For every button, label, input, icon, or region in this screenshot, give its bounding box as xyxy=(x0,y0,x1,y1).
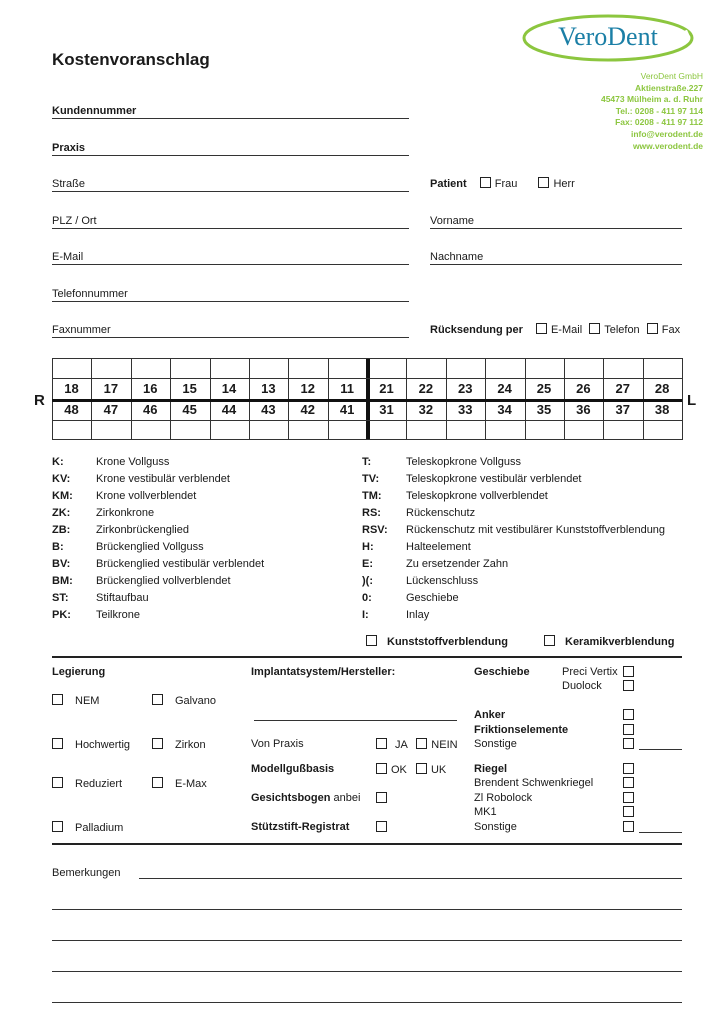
zirkon-checkbox[interactable] xyxy=(152,738,163,749)
vorname-field[interactable] xyxy=(430,214,682,229)
email-label: E-Mail xyxy=(52,251,84,263)
kunststoff-label: Kunststoffverblendung xyxy=(387,636,508,648)
kunststoff-option[interactable] xyxy=(366,635,508,649)
nem-option[interactable] xyxy=(52,694,99,708)
kundennummer-label: Kundennummer xyxy=(52,105,137,117)
mk1-label: MK1 xyxy=(474,806,497,818)
legend-text: Zirkonbrückenglied xyxy=(96,524,189,536)
company-city: 45473 Mülheim a. d. Ruhr xyxy=(600,94,703,105)
tooth-17[interactable]: 17 xyxy=(103,381,119,396)
tooth-38[interactable]: 38 xyxy=(654,402,670,417)
reduziert-label: Reduziert xyxy=(75,778,123,790)
vorname-label: Vorname xyxy=(430,215,475,227)
legend-text: Zirkonkrone xyxy=(96,507,155,519)
tooth-15[interactable]: 15 xyxy=(182,381,197,396)
nein-option[interactable] xyxy=(416,739,457,751)
legend-code: K: xyxy=(52,456,64,468)
legend-text: Krone Vollguss xyxy=(96,456,170,468)
praxis-field[interactable] xyxy=(52,141,409,156)
grid-vline xyxy=(682,358,683,440)
tooth-11[interactable]: 11 xyxy=(340,381,354,396)
tooth-43[interactable]: 43 xyxy=(261,402,276,417)
legend-code: BV: xyxy=(52,558,71,570)
tooth-34[interactable]: 34 xyxy=(497,402,512,417)
legend-code: 0: xyxy=(362,592,372,604)
tooth-42[interactable]: 42 xyxy=(300,402,315,417)
verodent-logo xyxy=(522,12,694,64)
frau-label: Frau xyxy=(494,178,518,190)
ruecksendung-telefon-label: Telefon xyxy=(604,324,640,336)
side-left-label: L xyxy=(687,392,697,409)
faxnummer-label: Faxnummer xyxy=(52,324,111,336)
grid-hline xyxy=(52,439,682,440)
tooth-23[interactable]: 23 xyxy=(458,381,473,396)
geschiebe-label: Geschiebe xyxy=(474,666,530,678)
bemerkungen-line-3[interactable] xyxy=(52,940,682,941)
legend-text: Inlay xyxy=(406,609,430,621)
riegel-label: Riegel xyxy=(474,763,508,775)
legend-code: B: xyxy=(52,541,64,553)
tooth-21[interactable]: 21 xyxy=(379,381,394,396)
keramik-option[interactable] xyxy=(544,635,674,649)
galvano-option[interactable] xyxy=(152,694,216,708)
modellguss-options xyxy=(376,763,446,777)
ruecksendung-email-checkbox[interactable] xyxy=(536,323,547,334)
hochwertig-option[interactable] xyxy=(52,738,130,752)
tooth-46[interactable]: 46 xyxy=(143,402,158,417)
herr-checkbox[interactable] xyxy=(538,177,549,188)
legend-text: Brückenglied vollverblendet xyxy=(96,575,231,587)
company-name: VeroDent GmbH xyxy=(640,71,703,81)
section-divider-top xyxy=(52,656,682,658)
legend-code: E: xyxy=(362,558,373,570)
legend-text: Teleskopkrone Vollguss xyxy=(406,456,521,468)
hochwertig-label: Hochwertig xyxy=(75,739,131,751)
page-title: Kostenvoranschlag xyxy=(52,50,210,69)
gesichtsbogen-checkbox[interactable] xyxy=(376,792,387,803)
tooth-31[interactable]: 31 xyxy=(379,402,394,417)
frau-checkbox[interactable] xyxy=(480,177,491,188)
palladium-option[interactable] xyxy=(52,821,123,835)
galvano-checkbox[interactable] xyxy=(152,694,163,705)
legend-text: Rückenschutz xyxy=(406,507,476,519)
legend-text: Brückenglied vestibulär verblendet xyxy=(96,558,265,570)
duolock-checkbox[interactable] xyxy=(623,680,638,694)
tooth-22[interactable]: 22 xyxy=(418,381,434,396)
tooth-24[interactable]: 24 xyxy=(497,381,512,396)
ruecksendung-telefon-option[interactable] xyxy=(589,324,639,336)
legend-code: )(: xyxy=(362,575,373,587)
ok-checkbox[interactable] xyxy=(376,763,387,774)
bemerkungen-line-2[interactable] xyxy=(52,909,682,910)
nein-checkbox[interactable] xyxy=(416,738,427,749)
plz-ort-label: PLZ / Ort xyxy=(52,215,97,227)
company-street: Aktienstraße.227 xyxy=(634,82,703,93)
side-right-label: R xyxy=(34,392,45,409)
uk-option[interactable] xyxy=(416,764,446,776)
nachname-label: Nachname xyxy=(430,251,484,263)
tooth-26[interactable]: 26 xyxy=(576,381,591,396)
emax-checkbox[interactable] xyxy=(152,777,163,788)
bemerkungen-label: Bemerkungen xyxy=(52,867,121,879)
von-praxis-label: Von Praxis xyxy=(251,738,304,750)
uk-label: UK xyxy=(430,764,447,776)
tooth-37[interactable]: 37 xyxy=(615,402,630,417)
sonstige1-checkbox[interactable] xyxy=(623,738,638,752)
sonstige2-label: Sonstige xyxy=(474,821,517,833)
legend-text: Brückenglied Vollguss xyxy=(96,541,204,553)
nem-label: NEM xyxy=(75,695,100,707)
legend-text: Krone vollverblendet xyxy=(96,490,197,502)
palladium-checkbox[interactable] xyxy=(52,821,63,832)
tooth-chart[interactable] xyxy=(52,358,682,440)
gesichtsbogen-option[interactable] xyxy=(376,792,391,806)
legend-code: H: xyxy=(362,541,374,553)
patient-frau-option[interactable] xyxy=(480,178,518,190)
nein-label: NEIN xyxy=(431,739,458,751)
legierung-label: Legierung xyxy=(52,666,106,678)
ruecksendung-email-label: E-Mail xyxy=(550,324,583,336)
section-divider-bottom xyxy=(52,843,682,845)
legend-code: T: xyxy=(362,456,372,468)
zirkon-option[interactable] xyxy=(152,738,206,752)
legend-code: ST: xyxy=(52,592,69,604)
tooth-12[interactable]: 12 xyxy=(300,381,315,396)
tooth-16[interactable]: 16 xyxy=(143,381,158,396)
tooth-27[interactable]: 27 xyxy=(615,381,630,396)
grid-hline xyxy=(52,358,682,359)
tooth-18[interactable]: 18 xyxy=(64,381,79,396)
gesichtsbogen-label: Gesichtsbogen xyxy=(251,792,331,804)
legend-text: Zu ersetzender Zahn xyxy=(406,558,509,570)
tooth-48[interactable]: 48 xyxy=(64,402,79,417)
plz-ort-field[interactable] xyxy=(52,214,409,229)
implantat-input-line[interactable] xyxy=(254,720,457,721)
legend-code: ZK: xyxy=(52,507,71,519)
email-field[interactable] xyxy=(52,250,409,265)
kunststoff-checkbox[interactable] xyxy=(366,635,377,646)
company-email[interactable]: info@verodent.de xyxy=(630,128,703,139)
keramik-checkbox[interactable] xyxy=(544,635,555,646)
bemerkungen-line-5[interactable] xyxy=(52,1002,682,1003)
sonstige1-input-line[interactable] xyxy=(639,749,682,750)
anker-label: Anker xyxy=(474,709,506,721)
ok-option[interactable] xyxy=(376,764,407,776)
legend-text: Teleskopkrone vestibulär verblendet xyxy=(406,473,582,485)
tooth-47[interactable]: 47 xyxy=(103,402,119,417)
uk-checkbox[interactable] xyxy=(416,763,427,774)
tooth-32[interactable]: 32 xyxy=(418,402,434,417)
legend-code: RSV: xyxy=(362,524,388,536)
mk1-checkbox[interactable] xyxy=(623,806,638,820)
friktion-label: Friktionselemente xyxy=(474,724,569,736)
legend-text: Lückenschluss xyxy=(406,575,479,587)
implantat-label: Implantatsystem/Hersteller: xyxy=(251,666,396,678)
anbei-label: anbei xyxy=(333,792,361,804)
gesichtsbogen-row xyxy=(251,792,360,805)
nem-checkbox[interactable] xyxy=(52,694,63,705)
von-praxis-options xyxy=(376,738,458,752)
legend-code: TM: xyxy=(362,490,382,502)
ruecksendung-fax-checkbox[interactable] xyxy=(647,323,658,334)
ruecksendung-fax-option[interactable] xyxy=(647,324,680,336)
logo-text: VeroDent xyxy=(558,22,658,51)
legend-text: Krone vestibulär verblendet xyxy=(96,473,230,485)
brendent-label: Brendent Schwenkriegel xyxy=(474,777,594,789)
sonstige1-label: Sonstige xyxy=(474,738,517,750)
legend-text: Teleskopkrone vollverblendet xyxy=(406,490,548,502)
tooth-45[interactable]: 45 xyxy=(182,402,197,417)
hochwertig-checkbox[interactable] xyxy=(52,738,63,749)
company-tel: Tel.: 0208 - 411 97 114 xyxy=(615,105,703,116)
legend-code: ZB: xyxy=(52,524,71,536)
legend-code: KM: xyxy=(52,490,73,502)
zirkon-label: Zirkon xyxy=(175,739,206,751)
herr-label: Herr xyxy=(553,178,575,190)
legend-code: KV: xyxy=(52,473,71,485)
legend-code: TV: xyxy=(362,473,380,485)
praxis-label: Praxis xyxy=(52,142,86,154)
tooth-36[interactable]: 36 xyxy=(576,402,591,417)
palladium-label: Palladium xyxy=(75,822,124,834)
tooth-14[interactable]: 14 xyxy=(221,381,237,396)
strasse-field[interactable] xyxy=(52,177,409,192)
stuetzstift-checkbox[interactable] xyxy=(376,821,387,832)
legend-text: Teilkrone xyxy=(96,609,141,621)
tooth-44[interactable]: 44 xyxy=(221,402,237,417)
friktion-checkbox[interactable] xyxy=(623,724,638,738)
modellguss-label: Modellgußbasis xyxy=(251,763,335,775)
patient-label: Patient xyxy=(430,178,467,190)
company-web[interactable]: www.verodent.de xyxy=(632,140,703,151)
ja-checkbox[interactable] xyxy=(376,738,387,749)
stuetzstift-label: Stützstift-Registrat xyxy=(251,821,350,833)
telefonnummer-field[interactable] xyxy=(52,287,409,302)
sonstige2-input-line[interactable] xyxy=(639,832,682,833)
ruecksendung-email-option[interactable] xyxy=(536,324,582,336)
zl-checkbox[interactable] xyxy=(623,792,638,806)
legend-text: Geschiebe xyxy=(406,592,459,604)
brendent-checkbox[interactable] xyxy=(623,777,638,791)
ruecksendung-label: Rücksendung per xyxy=(430,324,523,336)
preci-label: Preci Vertix xyxy=(562,666,618,678)
tooth-33[interactable]: 33 xyxy=(458,402,473,417)
tooth-13[interactable]: 13 xyxy=(261,381,276,396)
galvano-label: Galvano xyxy=(175,695,216,707)
strasse-label: Straße xyxy=(52,178,86,190)
sonstige2-checkbox[interactable] xyxy=(623,821,638,835)
emax-label: E-Max xyxy=(175,778,207,790)
company-fax: Fax: 0208 - 411 97 112 xyxy=(615,117,703,128)
zl-label: Zl Robolock xyxy=(474,792,533,804)
telefonnummer-label: Telefonnummer xyxy=(52,288,128,300)
preci-checkbox[interactable] xyxy=(623,666,638,680)
legend-code: I: xyxy=(362,609,369,621)
legend-text: Halteelement xyxy=(406,541,471,553)
ja-label: JA xyxy=(395,739,408,751)
stuetzstift-option[interactable] xyxy=(376,821,391,835)
ruecksendung-row xyxy=(430,323,680,337)
duolock-label: Duolock xyxy=(562,680,602,692)
keramik-label: Keramikverblendung xyxy=(565,636,675,648)
tooth-28[interactable]: 28 xyxy=(654,381,670,396)
company-address xyxy=(601,71,703,152)
bemerkungen-line-1[interactable] xyxy=(139,878,682,879)
anker-checkbox[interactable] xyxy=(623,709,638,723)
grid-hline xyxy=(52,378,682,379)
legend-text: Stiftaufbau xyxy=(96,592,149,604)
grid-hline xyxy=(52,420,682,421)
legend-code: RS: xyxy=(362,507,381,519)
kundennummer-field[interactable] xyxy=(52,104,409,119)
legend-text: Rückenschutz mit vestibulärer Kunststoffverblendung xyxy=(406,524,666,536)
tooth-25[interactable]: 25 xyxy=(536,381,552,396)
nachname-field[interactable] xyxy=(430,250,682,265)
ok-label: OK xyxy=(391,764,407,776)
legend-code: PK: xyxy=(52,609,71,621)
emax-option[interactable] xyxy=(152,777,207,791)
tooth-35[interactable]: 35 xyxy=(536,402,552,417)
legend-code: BM: xyxy=(52,575,73,587)
riegel-checkbox[interactable] xyxy=(623,763,638,777)
bemerkungen-line-4[interactable] xyxy=(52,971,682,972)
patient-herr-option[interactable] xyxy=(538,178,574,190)
ruecksendung-fax-label: Fax xyxy=(661,324,681,336)
reduziert-checkbox[interactable] xyxy=(52,777,63,788)
ja-option[interactable] xyxy=(376,739,407,751)
tooth-41[interactable]: 41 xyxy=(339,402,355,417)
ruecksendung-telefon-checkbox[interactable] xyxy=(589,323,600,334)
patient-row xyxy=(430,177,575,191)
reduziert-option[interactable] xyxy=(52,777,122,791)
faxnummer-field[interactable] xyxy=(52,323,409,338)
